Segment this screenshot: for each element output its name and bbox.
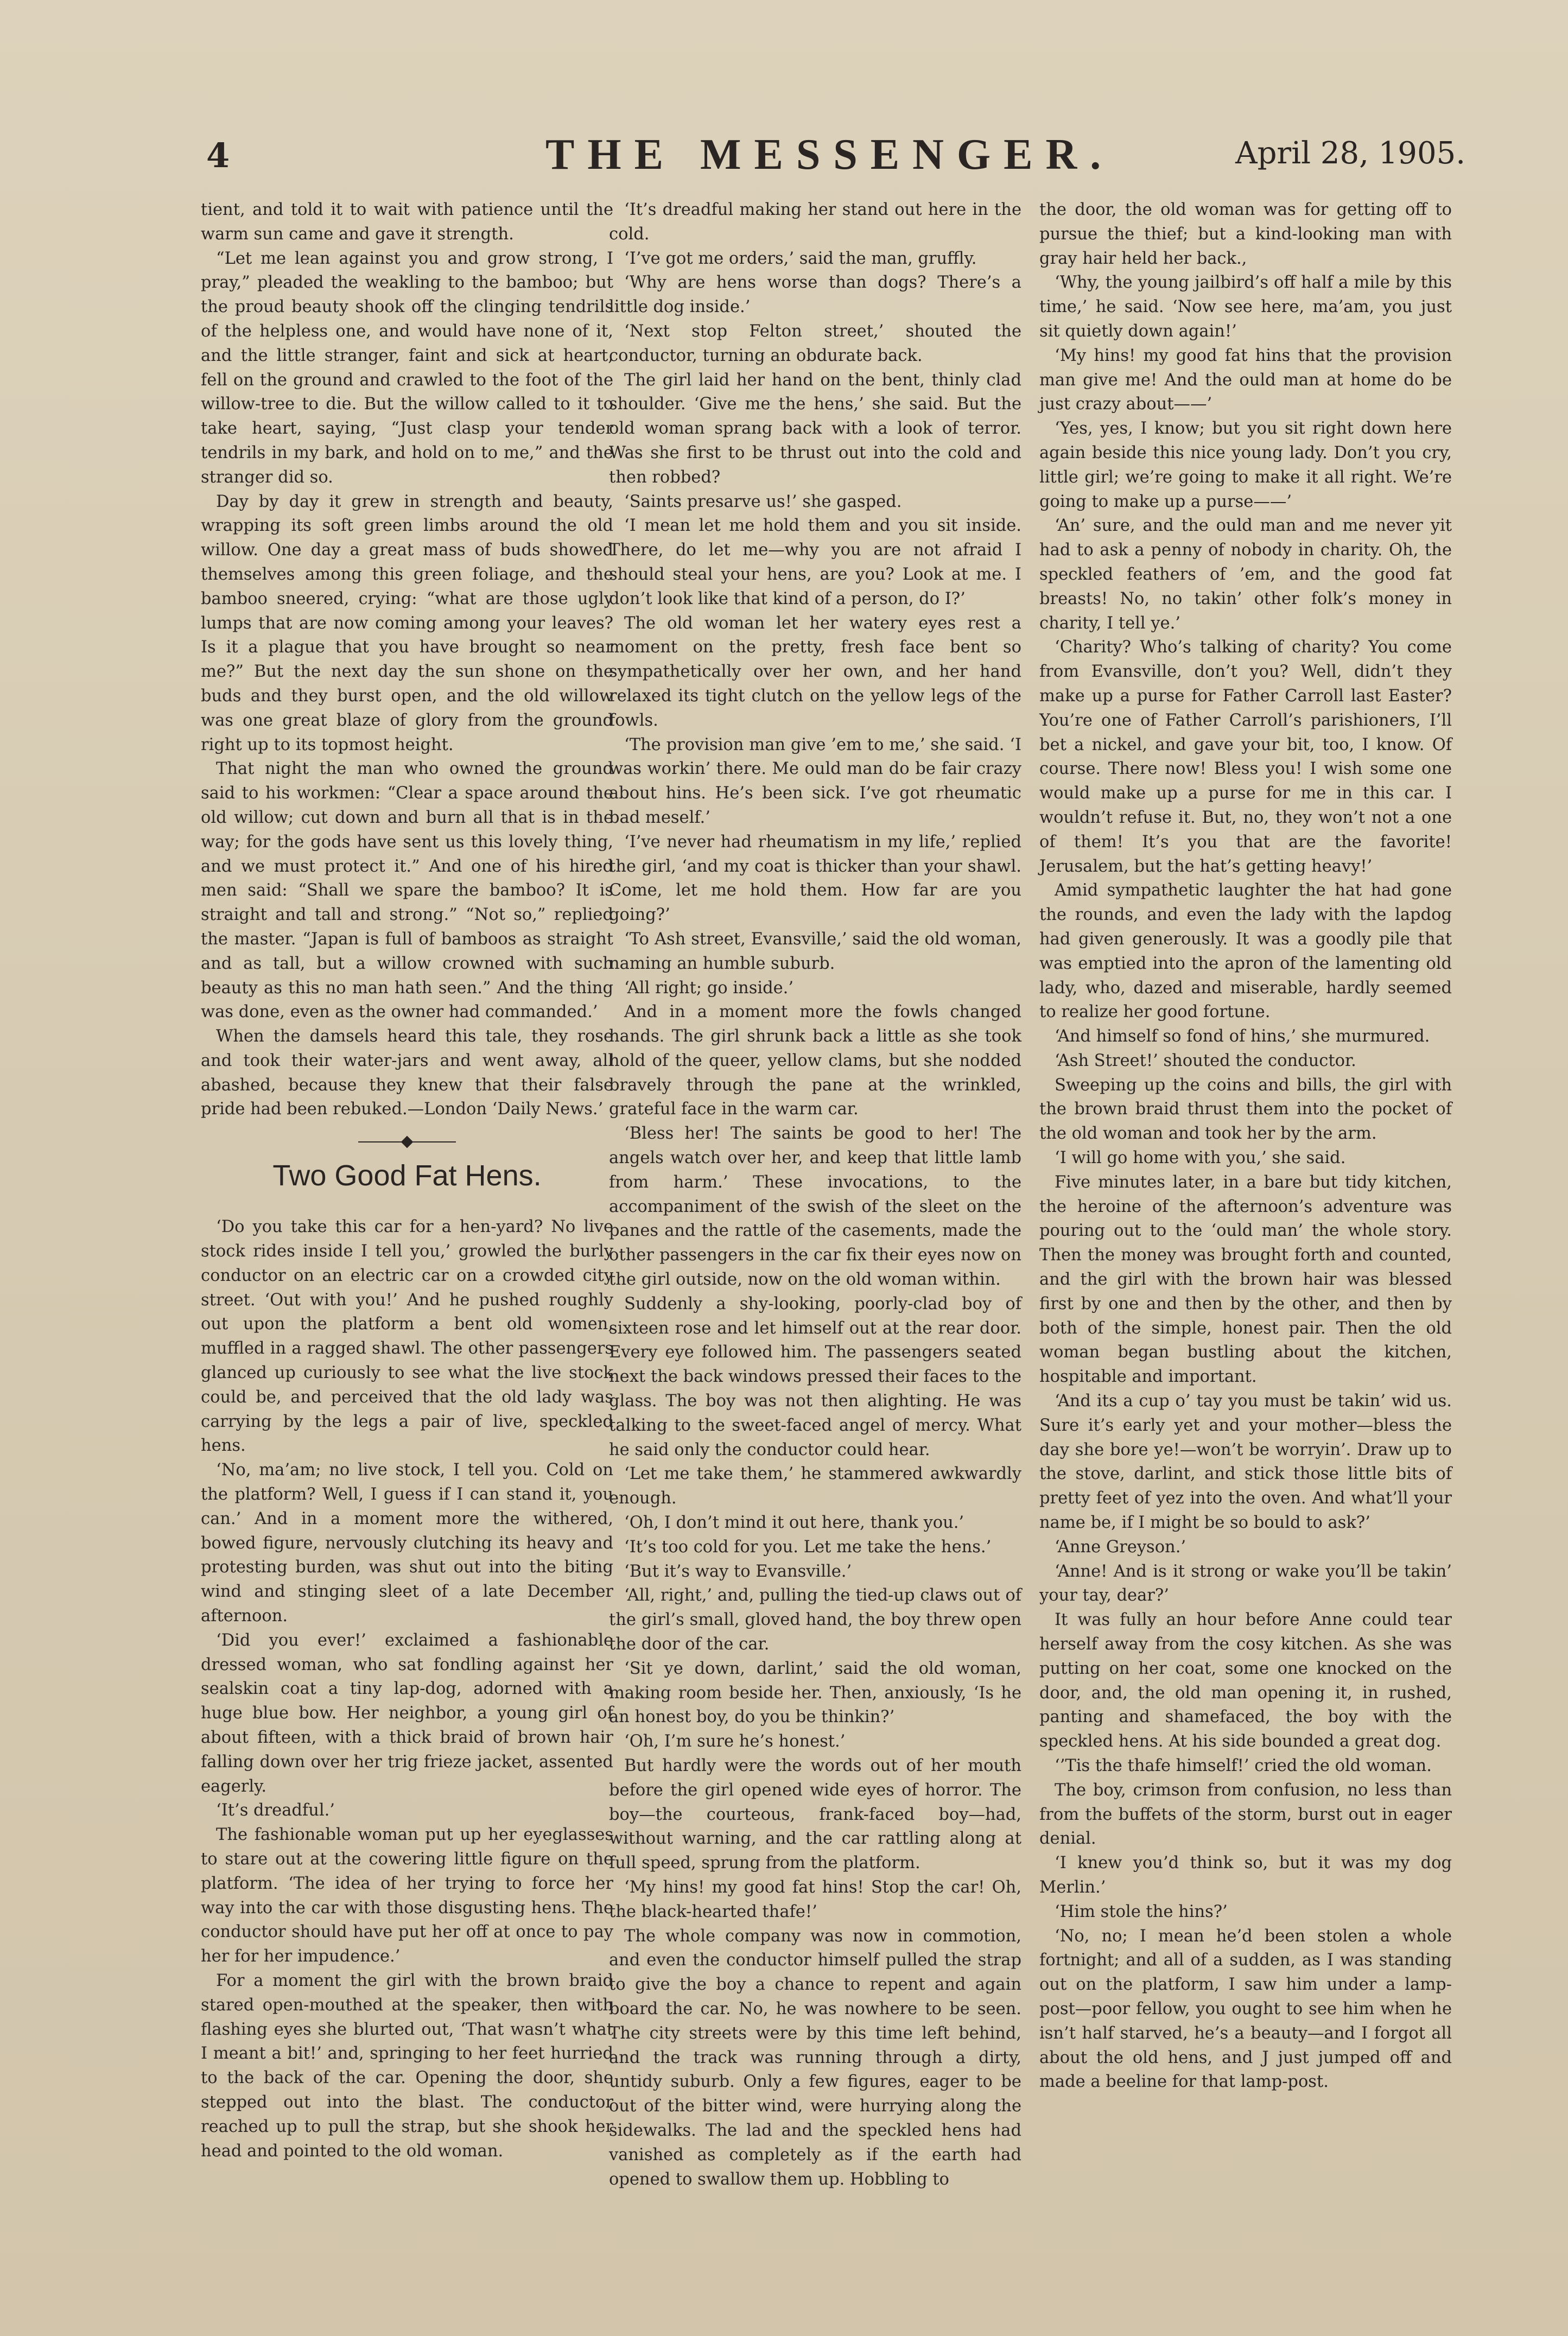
paragraph: But hardly were the words out of her mouth before the girl opened wide eyes of horror. The boy—the courteous, frank-faced boy—had, without warning, and the car rattling along at full speed, sprung from the platform. [609,1756,1021,1873]
paragraph: ‘I’ve got me orders,’ said the man, gruffly. [624,249,977,268]
paragraph: Sweeping up the coins and bills, the girl with the brown braid thrust them into the pocket of the old woman and took her by the arm. [1039,1075,1452,1144]
paragraph: “Let me lean against you and grow strong, I pray,” pleaded the weakling to the bamboo; but the proud beauty shook off the clinging tendrils of the helpless one, and would have none of it, and the little stranger, faint and sick at heart, fell on the ground and crawled to the foot of the willow-tree to die. But the willow called to it to take heart, saying, “Just clasp your tender tendrils in my bark, and hold on to me,” and the stranger did so. [201,249,613,487]
column-1 [201,198,613,2163]
masthead [206,130,1465,179]
paragraph: tient, and told it to wait with patience until the warm sun came and gave it strength. [201,200,613,244]
paragraph: ‘No, ma’am; no live stock, I tell you. Cold on the platform? Well, I guess if I can stand it, you can.’ And in a moment more the withered, bowed figure, nervously clutching its heavy and protesting burden, was shut out into the biting wind and stinging sleet of a late December afternoon. [201,1461,613,1626]
paragraph: ‘Him stole the hins?’ [1055,1902,1228,1921]
paragraph: ‘No, no; I mean he’d been stolen a whole fortnight; and all of a sudden, as I was standing out on the platform, I saw him under a lamp-post—poor fellow, you ought to see him when he isn’t half starved, he’s a beauty—and I forgot all about the old hens, and J just jumped off and made a beeline for that lamp-post. [1039,1926,1452,2092]
paragraph: ‘It’s too cold for you. Let me take the hens.’ [624,1537,992,1557]
column-3 [1039,198,1452,2094]
paragraph: ‘The provision man give ’em to me,’ she said. ‘I was workin’ there. Me ould man do be fair crazy about hins. He’s been sick. I’ve got rheumatic bad meself.’ [609,735,1021,827]
paragraph: ‘Oh, I’m sure he’s honest.’ [624,1732,846,1751]
paragraph: ‘Charity? Who’s talking of charity? You come from Evansville, don’t you? Well, didn’t they make up a purse for Father Carroll last Easter? You’re one of Father Carroll’s parishioners, I’ll bet a nickel, and gave your bit, too, I know. Of course. There now! Bless you! I wish some one would make up a purse for me in this car. I wouldn’t refuse it. But, no, they won’t not a one of them! It’s you that are the favorite! Jerusalem, but the hat’s getting heavy!’ [1039,638,1452,876]
paragraph: ‘My hins! my good fat hins! Stop the car! Oh, the black-hearted thafe!’ [609,1877,1021,1921]
paragraph: ‘My hins! my good fat hins that the provision man give me! And the ould man at home do be just crazy about——’ [1039,346,1452,414]
paragraph: ‘Anne! And is it strong or wake you’ll be takin’ your tay, dear?’ [1039,1561,1452,1605]
paragraph: ‘Did you ever!’ exclaimed a fashionable dressed woman, who sat fondling against her sealskin coat a tiny lap-dog, adorned with a huge blue bow. Her neighbor, a young girl of about fifteen, with a thick braid of brown hair falling down over her trig frieze jacket, assented eagerly. [201,1630,613,1796]
paragraph: ‘But it’s way to Evansville.’ [624,1561,852,1581]
paragraph: ‘All right; go inside.’ [624,978,794,998]
paragraph: ‘Anne Greyson.’ [1055,1537,1186,1557]
paragraph: ‘Next stop Felton street,’ shouted the conductor, turning an obdurate back. [609,321,1021,365]
paragraph: ‘And its a cup o’ tay you must be takin’ wid us. Sure it’s early yet and your mother—bless the day she bore ye!—won’t be worryin’. Draw up to the stove, darlint, and stick those little bits of pretty feet of yez into the oven. And what’ll your name be, if I might be so bould to ask?’ [1039,1392,1452,1533]
paragraph: ‘It’s dreadful making her stand out here in the cold. [609,200,1021,244]
paragraph: ‘Yes, yes, I know; but you sit right down here again beside this nice young lady. Don’t you cry, little girl; we’re going to make it all right. We’re going to make up a purse——’ [1039,419,1452,511]
paragraph: ‘I mean let me hold them and you sit inside. There, do let me—why you are not afraid I should steal your hens, are you? Look at me. I don’t look like that kind of a person, do I?’ [609,516,1021,608]
paragraph: ‘Why are hens worse than dogs? There’s a little dog inside.’ [609,273,1021,317]
paragraph: ‘Let me take them,’ he stammered awkwardly enough. [609,1464,1021,1508]
article-title: Two Good Fat Hens. [272,1159,542,1192]
paragraph: the door, the old woman was for getting off to pursue the thief; but a kind-looking man with gray hair held her back., [1039,200,1452,268]
paragraph: When the damsels heard this tale, they rose and took their water-jars and went away, all abashed, because they knew that their false pride had been rebuked.—London ‘Daily News.’ [201,1027,613,1119]
paragraph: Day by day it grew in strength and beauty, wrapping its soft green limbs around the old willow. One day a great mass of buds showed themselves among this green foliage, and the bamboo sneered, crying: “what are those ugly lumps that are now coming among your leaves? Is it a plague that you have brought so near me?” But the next day the sun shone on the buds and they burst open, and the old willow was one great blaze of glory from the ground right up to its topmost height. [201,492,613,754]
paragraph: ‘Ash Street!’ shouted the conductor. [1055,1051,1356,1070]
paragraph: ‘Sit ye down, darlint,’ said the old woman, making room beside her. Then, anxiously, ‘Is he an honest boy, do you be thinkin?’ [609,1659,1021,1727]
paragraph: The fashionable woman put up her eyeglasses to stare out at the cowering little figure on the platform. ‘The idea of her trying to force her way into the car with those disgusting hens. The conductor should have put her off at once to pay her for her impudence.’ [201,1825,613,1966]
paragraph: That night the man who owned the ground said to his workmen: “Clear a space around the old willow; cut down and burn all that is in the way; for the gods have sent us this lovely thing, and we must protect it.” And one of his hired men said: “Shall we spare the bamboo? It is straight and tall and strong.” “Not so,” replied the master. “Japan is full of bamboos as straight and as tall, but a willow crowned with such beauty as this no man hath seen.” And the thing was done, even as the owner had commanded.’ [201,759,613,1022]
paragraph: ‘Do you take this car for a hen-yard? No live stock rides inside I tell you,’ growled the burly conductor on an electric car on a crowded city street. ‘Out with you!’ And he pushed roughly out upon the platform a bent old women, muffled in a ragged shawl. The other passengers glanced up curiously to see what the live stock could be, and perceived that the old lady was carrying by the legs a pair of live, speckled hens. [201,1217,613,1456]
section-divider [358,1141,456,1142]
paragraph: It was fully an hour before Anne could tear herself away from the cosy kitchen. As she was putting on her coat, some one knocked on the door, and, the old man opening it, in rushed, panting and shamefaced, the boy with the speckled hens. At his side bounded a great dog. [1039,1610,1452,1751]
column-2 [609,198,1021,2192]
paragraph: Suddenly a shy-looking, poorly-clad boy of sixteen rose and let himself out at the rear door. Every eye followed him. The passengers seated next the back windows pressed their faces to the glass. The boy was not then alighting. He was talking to the sweet-faced angel of mercy. What he said only the conductor could hear. [609,1294,1021,1459]
paragraph: ‘Bless her! The saints be good to her! The angels watch over her, and keep that little lamb from harm.’ These invocations, to the accompaniment of the swish of the sleet on the panes and the rattle of the casements, made the other passengers in the car fix their eyes now on the girl outside, now on the old woman within. [609,1124,1021,1290]
paragraph: The girl laid her hand on the bent, thinly clad shoulder. ‘Give me the hens,’ she said. But the old woman sprang back with a look of terror. Was she first to be thrust out into the cold and then robbed? [609,370,1021,487]
paragraph: ‘Oh, I don’t mind it out here, thank you.’ [624,1513,964,1533]
paragraph: ‘It’s dreadful.’ [216,1801,335,1820]
paragraph: ‘Saints presarve us!’ she gasped. [624,492,902,511]
issue-date: April 28, 1905. [1235,136,1465,171]
paragraph: The old woman let her watery eyes rest a moment on the pretty, fresh face bent so sympathetically over her own, and her hand relaxed its tight clutch on the yellow legs of the fowls. [609,613,1021,730]
page-number: 4 [206,136,230,175]
paragraph: ‘I’ve never had rheumatism in my life,’ replied the girl, ‘and my coat is thicker than your shawl. Come, let me hold them. How far are you going?’ [609,832,1021,925]
paragraph: And in a moment more the fowls changed hands. The girl shrunk back a little as she took hold of the queer, yellow clams, but she nodded bravely through the pane at the wrinkled, grateful face in the warm car. [609,1002,1021,1119]
newspaper-title: THE MESSENGER. [545,131,1114,179]
paragraph: ‘All, right,’ and, pulling the tied-up claws out of the girl’s small, gloved hand, the boy threw open the door of the car. [609,1586,1021,1654]
paragraph: Five minutes later, in a bare but tidy kitchen, the heroine of the afternoon’s adventure was pouring out to the ‘ould man’ the whole story. Then the money was brought forth and counted, and the girl with the brown hair was blessed first by one and then by the other, and then by both of the simple, honest pair. Then the old woman began bustling about the kitchen, hospitable and important. [1039,1172,1452,1387]
paragraph: Amid sympathetic laughter the hat had gone the rounds, and even the lady with the lapdog had given generously. It was a goodly pile that was emptied into the apron of the lamenting old lady, who, dazed and miserable, hardly seemed to realize her good fortune. [1039,881,1452,1022]
paragraph: ‘And himself so fond of hins,’ she murmured. [1055,1027,1430,1046]
paragraph: ‘’Tis the thafe himself!’ cried the old woman. [1055,1756,1432,1775]
paragraph: ‘Why, the young jailbird’s off half a mile by this time,’ he said. ‘Now see here, ma’am, you just sit quietly down again!’ [1039,273,1452,341]
paragraph: ‘To Ash street, Evansville,’ said the old woman, naming an humble suburb. [609,929,1021,973]
paragraph: ‘An’ sure, and the ould man and me never yit had to ask a penny of nobody in charity. Oh, the speckled feathers of ’em, and the good fat breasts! No, no takin’ other folk’s money in charity, I tell ye.’ [1039,516,1452,633]
paragraph: ‘I will go home with you,’ she said. [1055,1148,1346,1168]
paragraph: The whole company was now in commotion, and even the conductor himself pulled the strap to give the boy a chance to repent and again board the car. No, he was nowhere to be seen. The city streets were by this time left behind, and the track was running through a dirty, untidy suburb. Only a few figures, eager to be out of the bitter wind, were hurrying along the sidewalks. The lad and the speckled hens had vanished as completely as if the earth had opened to swallow them up. Hobbling to [609,1926,1021,2189]
paragraph: For a moment the girl with the brown braid stared open-mouthed at the speaker, then with flashing eyes she blurted out, ‘That wasn’t what I meant a bit!’ and, springing to her feet hurried to the back of the car. Opening the door, she stepped out into the blast. The conductor reached up to pull the strap, but she shook her head and pointed to the old woman. [201,1971,613,2161]
paragraph: ‘I knew you’d think so, but it was my dog Merlin.’ [1039,1853,1452,1897]
paragraph: The boy, crimson from confusion, no less than from the buffets of the storm, burst out in eager denial. [1039,1780,1452,1849]
